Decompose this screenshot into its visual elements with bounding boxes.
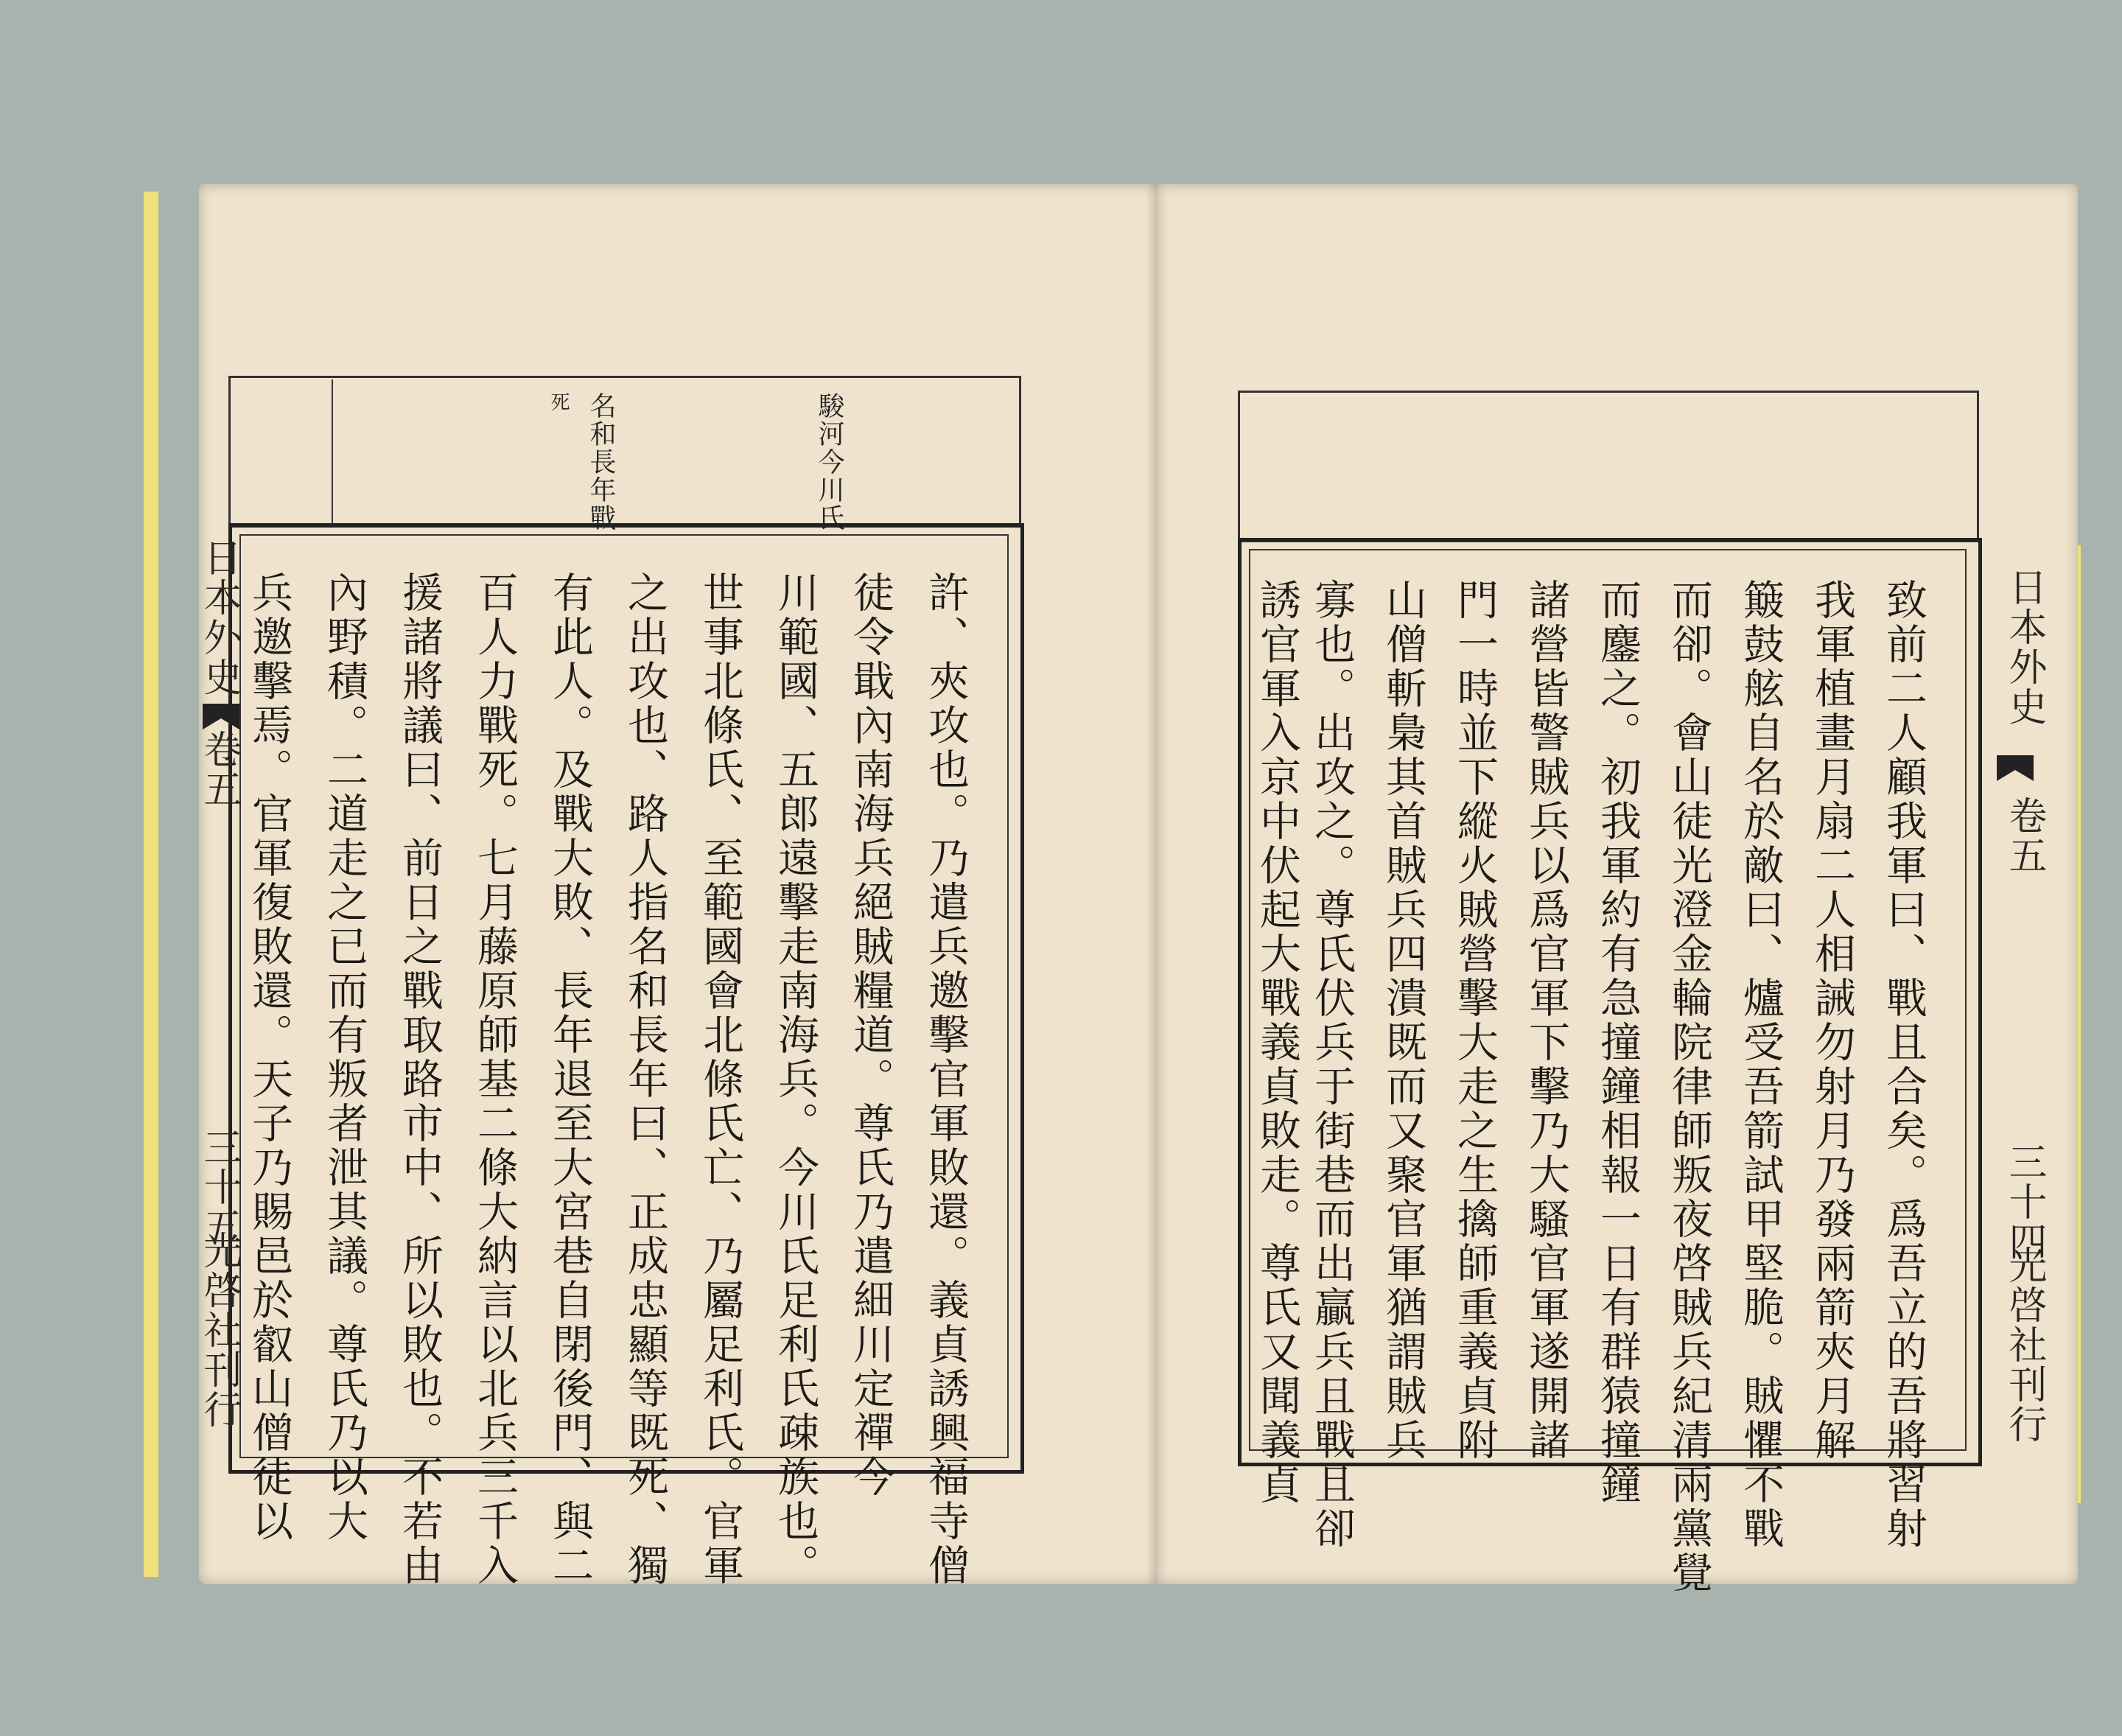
text-column: 援諸將議曰、前日之戰取路市中、所以敗也。不若由 [396, 571, 444, 1588]
text-column: 之出攻也、路人指名和長年曰、正成忠顯等既死、獨 [621, 571, 669, 1588]
text-column: 內野積。二道走之已而有叛者泄其議。尊氏乃以大 [321, 571, 368, 1544]
left-page [197, 184, 1164, 1588]
text-column: 諸營皆警賊兵以爲官軍下擊乃大騷官軍遂開諸 [1522, 578, 1570, 1463]
text-column: 致前二人顧我軍曰、戰且合矣。爲吾立的吾將習射 [1880, 578, 1927, 1551]
text-column: 門一時並下縱火賊營擊大走之生擒師重義貞附 [1451, 578, 1499, 1463]
book-spread [111, 177, 2046, 1599]
headnote-3: 死 [547, 392, 570, 413]
text-column: 我軍植畫月扇二人相誡勿射月乃發兩箭夾月解 [1808, 578, 1856, 1463]
text-column: 寡也。出攻之。尊氏伏兵于街巷而出贏兵且戰且卻 [1308, 578, 1356, 1551]
margin-page: 三十五 [197, 1127, 241, 1247]
text-column: 世事北條氏、至範國會北條氏亡、乃屬足利氏。官軍 [696, 571, 744, 1588]
yellowed-edge [144, 192, 158, 1577]
margin-volume: 卷五 [197, 729, 241, 809]
margin-title: 日本外史 [197, 538, 241, 697]
text-column: 有此人。及戰大敗、長年退至大宮巷自閉後門、與二 [546, 571, 594, 1588]
margin-publisher: 光啓社刊行 [2002, 1245, 2046, 1444]
text-column: 山僧斬梟其首賊兵四潰既而又聚官軍猶謂賊兵 [1379, 578, 1427, 1463]
fishtail-mark [1993, 752, 2037, 796]
headnote-1: 駿河今川氏 [814, 392, 844, 532]
text-column: 徒令戢內南海兵絕賊糧道。尊氏乃遣細川定禪今 [847, 571, 894, 1499]
text-column: 兵邀擊焉。官軍復敗還。天子乃賜邑於叡山僧徒以 [245, 571, 293, 1544]
margin-volume: 卷五 [2002, 796, 2046, 875]
margin-page: 三十四 [2002, 1142, 2046, 1261]
text-column: 而鏖之。初我軍約有急撞鐘相報一日有群猿撞鐘 [1594, 578, 1642, 1507]
margin-title: 日本外史 [2002, 567, 2046, 727]
margin-publisher: 光啓社刊行 [197, 1231, 241, 1429]
headnote-box [1238, 391, 1979, 542]
text-column: 許、夾攻也。乃遣兵邀擊官軍敗還。義貞誘興福寺僧 [922, 571, 970, 1588]
text-column: 百人力戰死。七月藤原師基二條大納言以北兵三千入 [471, 571, 519, 1588]
text-column: 簸鼓舷自名於敵曰、爐受吾箭試甲堅脆。賊懼不戰 [1737, 578, 1785, 1551]
text-column: 川範國、五郎遠擊走南海兵。今川氏足利氏疎族也。 [771, 571, 819, 1588]
headnote-2: 名和長年戰 [586, 392, 616, 532]
headnote-box [228, 376, 1021, 528]
text-column: 誘官軍入京中伏起大戰義貞敗走。尊氏又聞義貞 [1253, 578, 1301, 1507]
text-column: 而卻。會山徒光澄金輪院律師叛夜啓賊兵紀清兩黨覺 [1665, 578, 1713, 1595]
fishtail-mark [199, 700, 243, 744]
right-page [1157, 184, 2078, 1595]
